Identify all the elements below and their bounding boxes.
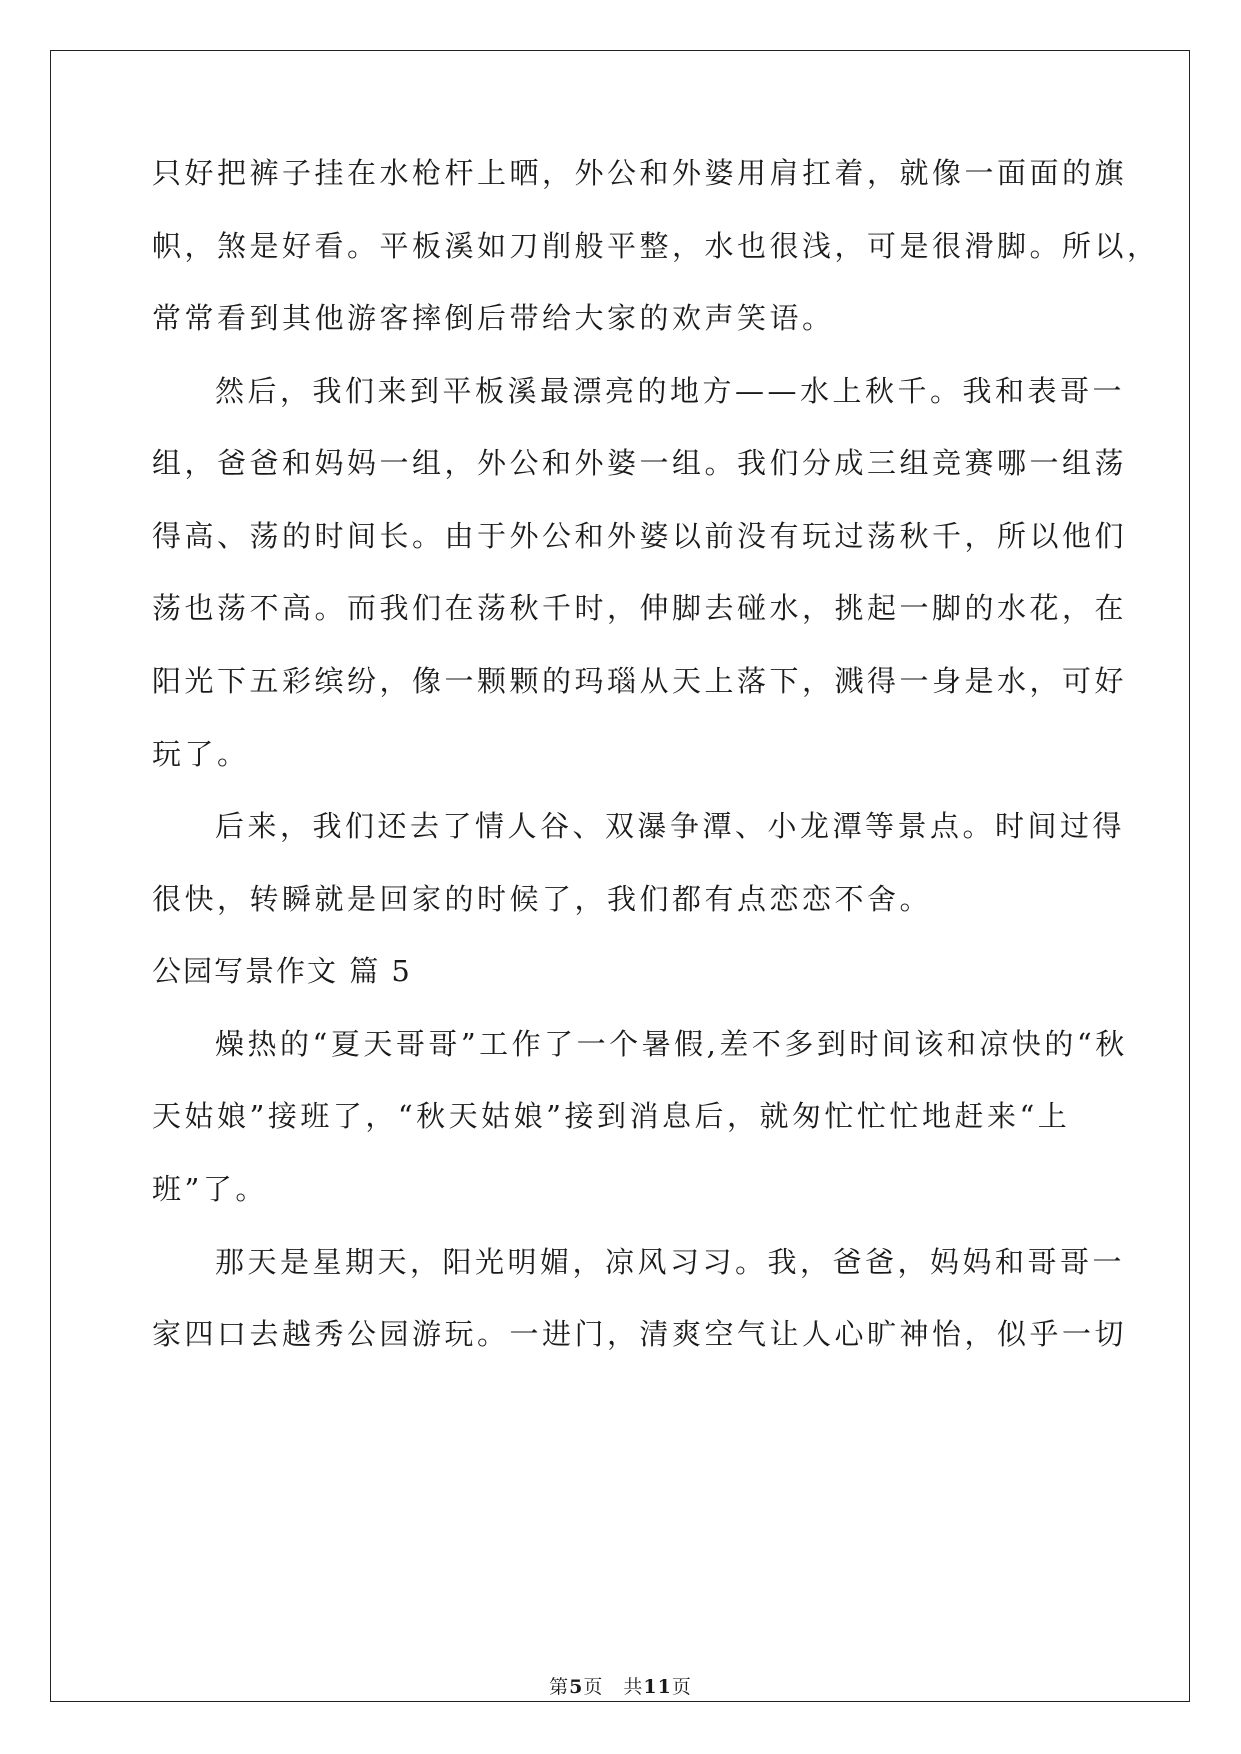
footer-suffix: 页 bbox=[671, 1676, 692, 1698]
body-line: 玩了。 bbox=[152, 737, 250, 771]
paragraph-start: 然后，我们来到平板溪最漂亮的地方——水上秋千。我和表哥一 bbox=[215, 374, 1126, 408]
body-line: 组，爸爸和妈妈一组，外公和外婆一组。我们分成三组竞赛哪一组荡 bbox=[152, 446, 1128, 480]
body-line: 家四口去越秀公园游玩。一进门，清爽空气让人心旷神怡，似乎一切 bbox=[152, 1317, 1128, 1351]
paragraph-start: 那天是星期天，阳光明媚，凉风习习。我，爸爸，妈妈和哥哥一 bbox=[215, 1245, 1126, 1279]
total-pages-number: 11 bbox=[643, 1676, 672, 1698]
footer-mid: 页 共 bbox=[583, 1676, 644, 1698]
body-line: 只好把裤子挂在水枪杆上晒，外公和外婆用肩扛着，就像一面面的旗 bbox=[152, 156, 1128, 190]
body-line: 阳光下五彩缤纷，像一颗颗的玛瑙从天上落下，溅得一身是水，可好 bbox=[152, 664, 1128, 698]
paragraph-start: 后来，我们还去了情人谷、双瀑争潭、小龙潭等景点。时间过得 bbox=[215, 809, 1126, 843]
body-line: 常常看到其他游客摔倒后带给大家的欢声笑语。 bbox=[152, 301, 835, 335]
footer-prefix: 第 bbox=[549, 1676, 570, 1698]
body-line: 荡也荡不高。而我们在荡秋千时，伸脚去碰水，挑起一脚的水花，在 bbox=[152, 591, 1128, 625]
body-line: 班”了。 bbox=[152, 1172, 268, 1206]
page-footer bbox=[0, 1675, 1241, 1699]
section-heading: 公园写景作文 篇 5 bbox=[152, 954, 412, 988]
body-line: 得高、荡的时间长。由于外公和外婆以前没有玩过荡秋千，所以他们 bbox=[152, 519, 1128, 553]
body-line: 帜，煞是好看。平板溪如刀削般平整，水也很浅，可是很滑脚。所以， bbox=[152, 229, 1160, 263]
body-line: 天姑娘”接班了，“秋天姑娘”接到消息后，就匆忙忙忙地赶来“上 bbox=[152, 1099, 1071, 1133]
current-page-number: 5 bbox=[569, 1676, 584, 1698]
paragraph-start: 燥热的“夏天哥哥”工作了一个暑假,差不多到时间该和凉快的“秋 bbox=[215, 1027, 1128, 1061]
body-line: 很快，转瞬就是回家的时候了，我们都有点恋恋不舍。 bbox=[152, 882, 933, 916]
